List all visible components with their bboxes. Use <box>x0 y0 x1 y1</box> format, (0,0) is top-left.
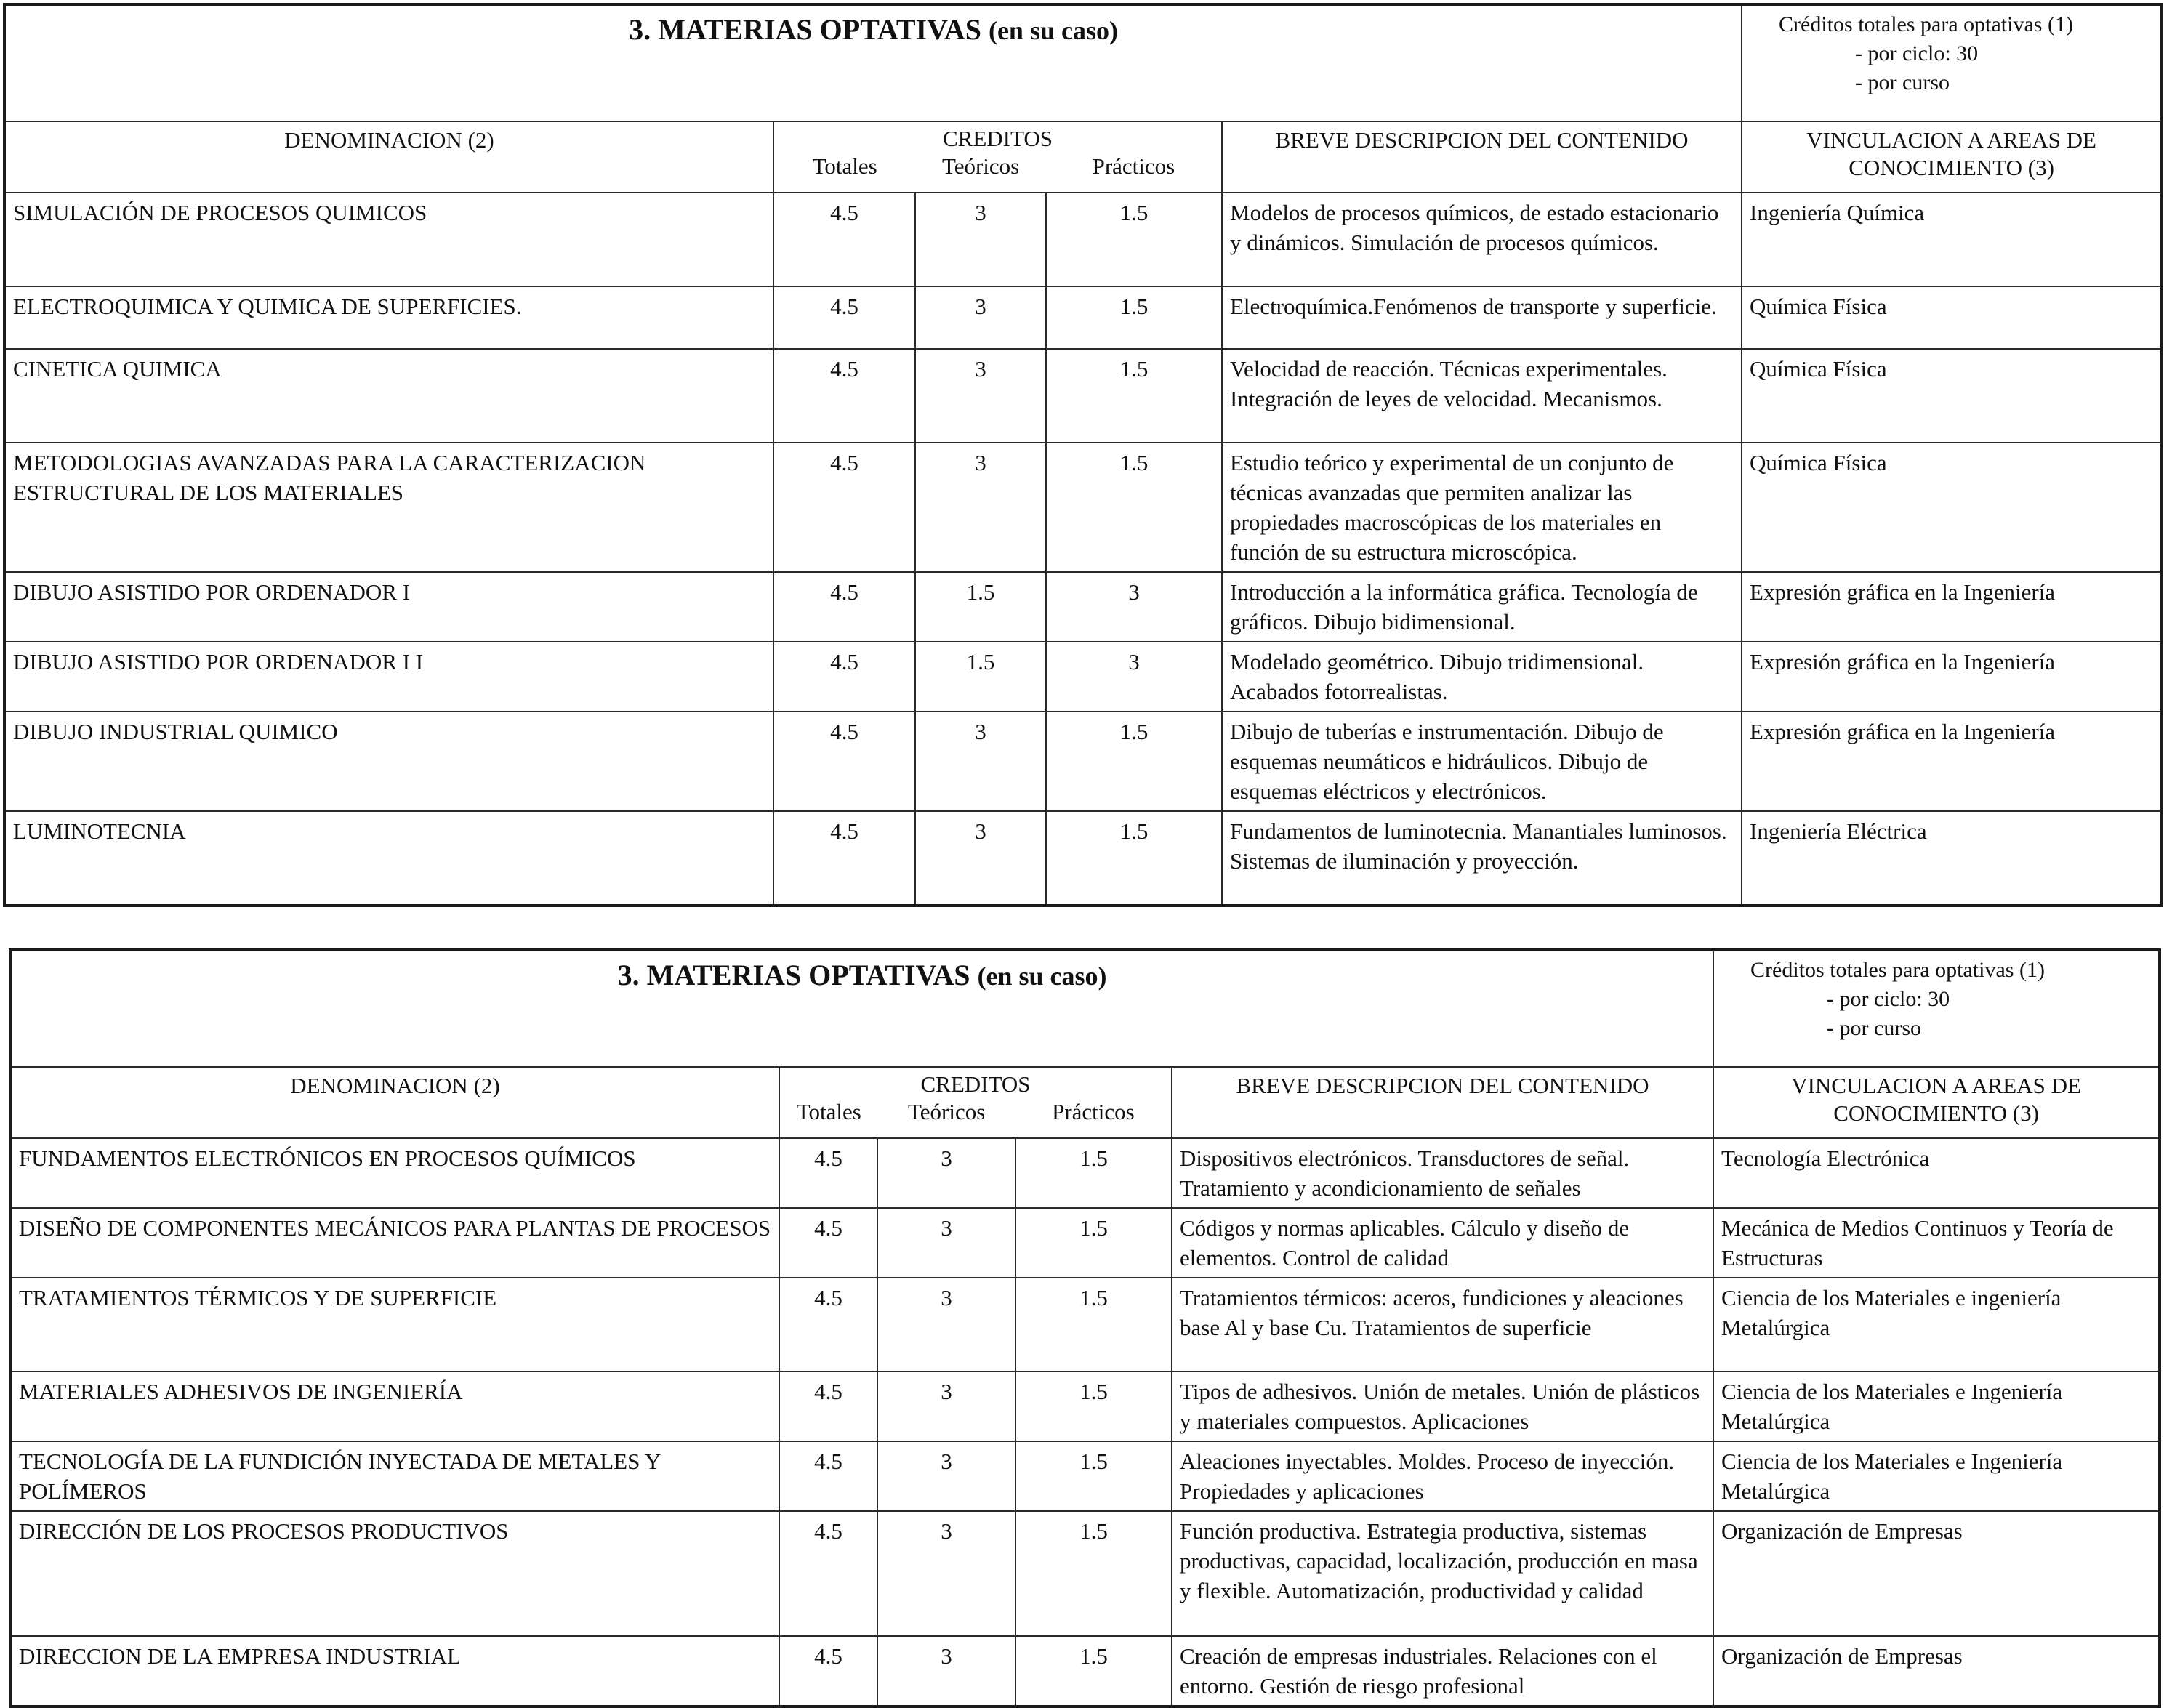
subject-name: MATERIALES ADHESIVOS DE INGENIERÍA <box>10 1371 779 1441</box>
table-row <box>10 1208 2160 1278</box>
credits-theory: 3 <box>877 1371 1015 1441</box>
knowledge-area: Tecnología Electrónica <box>1713 1138 2160 1208</box>
credits-theory: 3 <box>915 193 1046 286</box>
col-denominacion: DENOMINACION (2) <box>4 121 773 193</box>
knowledge-area: Mecánica de Medios Continuos y Teoría de Estructuras <box>1713 1208 2160 1278</box>
col-teoricos: Teóricos <box>941 153 1020 179</box>
subject-name: TRATAMIENTOS TÉRMICOS Y DE SUPERFICIE <box>10 1278 779 1371</box>
credits-practice: 1.5 <box>1046 349 1222 443</box>
knowledge-area: Ingeniería Eléctrica <box>1742 811 2162 906</box>
table-row <box>10 1636 2160 1707</box>
content-description: Introducción a la informática gráfica. Tecnología de gráficos. Dibujo bidimensional. <box>1222 572 1742 642</box>
table-row <box>4 712 2162 811</box>
credits-theory: 3 <box>915 811 1046 906</box>
credits-practice: 1.5 <box>1015 1371 1172 1441</box>
table-title-suffix: (en su caso) <box>988 16 1118 45</box>
knowledge-area: Ciencia de los Materiales e Ingeniería Metalúrgica <box>1713 1441 2160 1511</box>
col-totales: Totales <box>796 1099 861 1124</box>
credits-total: 4.5 <box>773 642 915 712</box>
table-title: 3. MATERIAS OPTATIVAS <box>629 13 981 46</box>
credits-practice: 1.5 <box>1015 1138 1172 1208</box>
col-totales: Totales <box>812 153 877 179</box>
column-header-row <box>4 121 2162 193</box>
knowledge-area: Expresión gráfica en la Ingeniería <box>1742 642 2162 712</box>
table-row <box>4 349 2162 443</box>
table-row <box>4 193 2162 286</box>
knowledge-area: Química Física <box>1742 443 2162 572</box>
credits-total: 4.5 <box>773 712 915 811</box>
content-description: Códigos y normas aplicables. Cálculo y diseño de elementos. Control de calidad <box>1172 1208 1713 1278</box>
content-description: Modelos de procesos químicos, de estado estacionario y dinámicos. Simulación de procesos químicos. <box>1222 193 1742 286</box>
subject-name: DIRECCION DE LA EMPRESA INDUSTRIAL <box>10 1636 779 1707</box>
credits-total: 4.5 <box>773 349 915 443</box>
credits-theory: 3 <box>877 1636 1015 1707</box>
credits-total: 4.5 <box>773 443 915 572</box>
credits-practice: 1.5 <box>1046 811 1222 906</box>
subject-name: DIBUJO ASISTIDO POR ORDENADOR I I <box>4 642 773 712</box>
credits-per-course: - por curso <box>1855 71 1950 94</box>
subject-name: DIRECCIÓN DE LOS PROCESOS PRODUCTIVOS <box>10 1511 779 1636</box>
table-row <box>4 811 2162 906</box>
table-row <box>4 443 2162 572</box>
subject-name: DIBUJO ASISTIDO POR ORDENADOR I <box>4 572 773 642</box>
credits-practice: 3 <box>1046 642 1222 712</box>
col-denominacion: DENOMINACION (2) <box>10 1067 779 1138</box>
table-title-cell <box>4 4 1742 121</box>
content-description: Tratamientos térmicos: aceros, fundiciones y aleaciones base Al y base Cu. Tratamientos de superficie <box>1172 1278 1713 1371</box>
table-title-row <box>10 950 2160 1067</box>
credits-theory: 3 <box>877 1511 1015 1636</box>
content-description: Fundamentos de luminotecnia. Manantiales luminosos. Sistemas de iluminación y proyección. <box>1222 811 1742 906</box>
credits-per-cycle: - por ciclo: 30 <box>1827 987 1950 1011</box>
credits-total: 4.5 <box>773 286 915 349</box>
credits-practice: 1.5 <box>1015 1636 1172 1707</box>
credits-theory: 3 <box>915 712 1046 811</box>
table-row <box>10 1441 2160 1511</box>
subject-name: LUMINOTECNIA <box>4 811 773 906</box>
col-descripcion: BREVE DESCRIPCION DEL CONTENIDO <box>1172 1067 1713 1138</box>
credits-theory: 3 <box>915 286 1046 349</box>
credits-theory: 3 <box>915 443 1046 572</box>
table-row <box>4 642 2162 712</box>
subject-name: CINETICA QUIMICA <box>4 349 773 443</box>
credits-practice: 1.5 <box>1015 1278 1172 1371</box>
col-creditos <box>779 1067 1172 1138</box>
subject-name: METODOLOGIAS AVANZADAS PARA LA CARACTERIZACION ESTRUCTURAL DE LOS MATERIALES <box>4 443 773 572</box>
creditos-label: CREDITOS <box>920 1071 1031 1097</box>
col-vinculacion: VINCULACION A AREAS DE CONOCIMIENTO (3) <box>1713 1067 2160 1138</box>
credits-per-course: - por curso <box>1827 1016 1922 1040</box>
content-description: Función productiva. Estrategia productiva, sistemas productivas, capacidad, localización, producción en masa y flexible. Automatización, productividad y calidad <box>1172 1511 1713 1636</box>
content-description: Estudio teórico y experimental de un conjunto de técnicas avanzadas que permiten analizar las propiedades macroscópicas de los materiales en función de su estructura microscópica. <box>1222 443 1742 572</box>
credits-total: 4.5 <box>773 572 915 642</box>
table-1-body <box>4 193 2162 906</box>
credits-total: 4.5 <box>779 1278 877 1371</box>
subject-name: TECNOLOGÍA DE LA FUNDICIÓN INYECTADA DE METALES Y POLÍMEROS <box>10 1441 779 1511</box>
total-credits-label: Créditos totales para optativas (1) <box>1750 958 2045 982</box>
subject-name: DISEÑO DE COMPONENTES MECÁNICOS PARA PLANTAS DE PROCESOS <box>10 1208 779 1278</box>
content-description: Modelado geométrico. Dibujo tridimensional. Acabados fotorrealistas. <box>1222 642 1742 712</box>
credits-practice: 1.5 <box>1046 443 1222 572</box>
credits-theory: 3 <box>877 1138 1015 1208</box>
credits-theory: 3 <box>877 1208 1015 1278</box>
credits-total: 4.5 <box>779 1208 877 1278</box>
knowledge-area: Organización de Empresas <box>1713 1636 2160 1707</box>
knowledge-area: Expresión gráfica en la Ingeniería <box>1742 572 2162 642</box>
table-row <box>10 1138 2160 1208</box>
content-description: Dispositivos electrónicos. Transductores de señal. Tratamiento y acondicionamiento de señales <box>1172 1138 1713 1208</box>
credits-practice: 1.5 <box>1015 1208 1172 1278</box>
credits-theory: 3 <box>877 1441 1015 1511</box>
credits-per-cycle: - por ciclo: 30 <box>1855 41 1979 65</box>
credits-total: 4.5 <box>779 1636 877 1707</box>
knowledge-area: Química Física <box>1742 349 2162 443</box>
credits-theory: 3 <box>915 349 1046 443</box>
credits-total: 4.5 <box>779 1371 877 1441</box>
column-header-row <box>10 1067 2160 1138</box>
content-description: Velocidad de reacción. Técnicas experimentales. Integración de leyes de velocidad. Mecanismos. <box>1222 349 1742 443</box>
table-2-body <box>10 1138 2160 1707</box>
table-row <box>4 572 2162 642</box>
credits-practice: 1.5 <box>1046 286 1222 349</box>
optativas-table-1 <box>3 3 2163 907</box>
credits-total: 4.5 <box>779 1441 877 1511</box>
table-row <box>4 286 2162 349</box>
knowledge-area: Química Física <box>1742 286 2162 349</box>
credits-practice: 1.5 <box>1015 1511 1172 1636</box>
col-vinculacion: VINCULACION A AREAS DE CONOCIMIENTO (3) <box>1742 121 2162 193</box>
total-credits-label: Créditos totales para optativas (1) <box>1779 12 2073 36</box>
credits-theory: 3 <box>877 1278 1015 1371</box>
subject-name: ELECTROQUIMICA Y QUIMICA DE SUPERFICIES. <box>4 286 773 349</box>
credits-total: 4.5 <box>779 1511 877 1636</box>
subject-name: FUNDAMENTOS ELECTRÓNICOS EN PROCESOS QUÍMICOS <box>10 1138 779 1208</box>
col-creditos <box>773 121 1222 193</box>
credits-theory: 1.5 <box>915 642 1046 712</box>
content-description: Dibujo de tuberías e instrumentación. Dibujo de esquemas neumáticos e hidráulicos. Dibujo de esquemas eléctricos y electrónicos. <box>1222 712 1742 811</box>
total-credits-box <box>1713 950 2160 1067</box>
content-description: Aleaciones inyectables. Moldes. Proceso de inyección. Propiedades y aplicaciones <box>1172 1441 1713 1511</box>
col-descripcion: BREVE DESCRIPCION DEL CONTENIDO <box>1222 121 1742 193</box>
credits-total: 4.5 <box>773 193 915 286</box>
subject-name: SIMULACIÓN DE PROCESOS QUIMICOS <box>4 193 773 286</box>
table-title-row <box>4 4 2162 121</box>
optativas-table-2 <box>9 948 2161 1708</box>
credits-theory: 1.5 <box>915 572 1046 642</box>
content-description: Electroquímica.Fenómenos de transporte y superficie. <box>1222 286 1742 349</box>
credits-practice: 1.5 <box>1046 193 1222 286</box>
content-description: Tipos de adhesivos. Unión de metales. Unión de plásticos y materiales compuestos. Aplicaciones <box>1172 1371 1713 1441</box>
creditos-label: CREDITOS <box>942 126 1053 151</box>
content-description: Creación de empresas industriales. Relaciones con el entorno. Gestión de riesgo profesional <box>1172 1636 1713 1707</box>
col-practicos: Prácticos <box>1052 1099 1135 1124</box>
total-credits-box <box>1742 4 2162 121</box>
knowledge-area: Ingeniería Química <box>1742 193 2162 286</box>
table-title-suffix: (en su caso) <box>977 962 1107 991</box>
subject-name: DIBUJO INDUSTRIAL QUIMICO <box>4 712 773 811</box>
col-teoricos: Teóricos <box>908 1099 986 1124</box>
knowledge-area: Ciencia de los Materiales e Ingeniería Metalúrgica <box>1713 1371 2160 1441</box>
credits-practice: 1.5 <box>1015 1441 1172 1511</box>
credits-total: 4.5 <box>773 811 915 906</box>
col-practicos: Prácticos <box>1092 153 1175 179</box>
table-row <box>10 1278 2160 1371</box>
credits-practice: 1.5 <box>1046 712 1222 811</box>
table-title: 3. MATERIAS OPTATIVAS <box>617 959 970 991</box>
table-row <box>10 1371 2160 1441</box>
knowledge-area: Ciencia de los Materiales e ingeniería Metalúrgica <box>1713 1278 2160 1371</box>
knowledge-area: Organización de Empresas <box>1713 1511 2160 1636</box>
table-title-cell <box>10 950 1713 1067</box>
table-row <box>10 1511 2160 1636</box>
knowledge-area: Expresión gráfica en la Ingeniería <box>1742 712 2162 811</box>
credits-total: 4.5 <box>779 1138 877 1208</box>
credits-practice: 3 <box>1046 572 1222 642</box>
